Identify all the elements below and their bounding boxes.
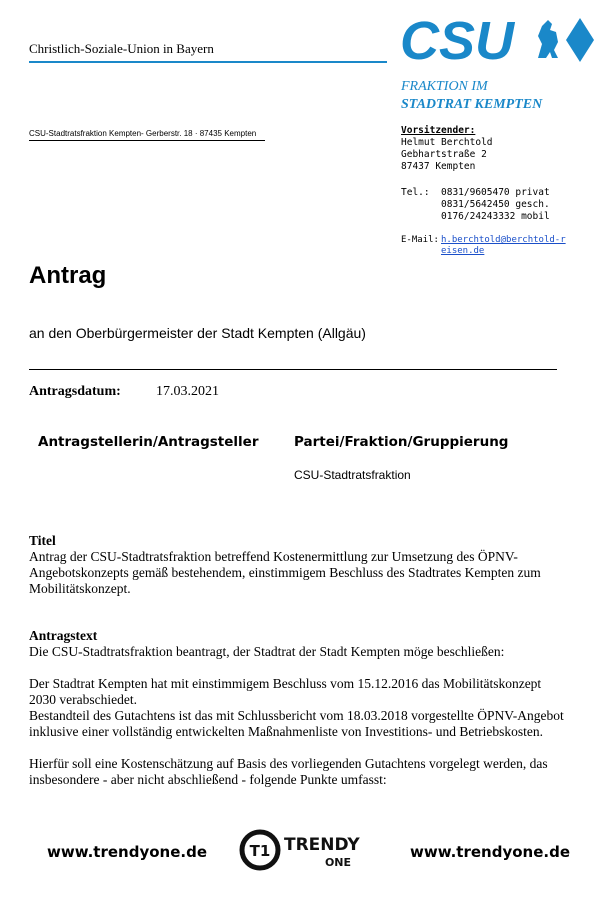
contact-title: Vorsitzender: <box>401 125 476 136</box>
phone-private: 0831/9605470 privat <box>441 187 550 198</box>
fraktion-line-1: FRAKTION IM <box>401 79 488 94</box>
contact-city: 87437 Kempten <box>401 161 476 172</box>
csu-logo <box>400 14 595 66</box>
contact-street: Gebhartstraße 2 <box>401 149 487 160</box>
text-paragraph-2: Bestandteil des Gutachtens ist das mit Schlussbericht vom 18.03.2018 vorgestellte ÖPNV-Angebot inklusive einer vollständig entwickelten Maßnahmenliste von Investitions- und Betriebskosten. <box>29 708 564 739</box>
csu-logo-text: CSU <box>400 14 515 66</box>
title-text: Antrag der CSU-Stadtratsfraktion betreffend Kostenermittlung zur Umsetzung des ÖPNV-Angebotskonzepts gemäß bestehendem, einstimmigem Beschluss des Stadtrates Kempten zum Mobilitätskonzept. <box>29 549 541 596</box>
contact-name: Helmut Berchtold <box>401 137 493 148</box>
phone-business: 0831/5642450 gesch. <box>441 199 550 210</box>
fraktion-line-2: STADTRAT KEMPTEN <box>401 97 543 112</box>
email-label: E-Mail: <box>401 235 439 245</box>
email-link[interactable]: h.berchtold@berchtold-reisen.de <box>441 235 566 256</box>
trendyone-logo <box>238 828 373 872</box>
email-block <box>401 235 566 257</box>
text-paragraph-3: Hierfür soll eine Kostenschätzung auf Basis des vorliegenden Gutachtens vorgelegt werden, das insbesondere - aber nicht abschließend - folgende Punkte umfasst: <box>29 756 548 787</box>
phone-mobile: 0176/24243332 mobil <box>441 211 550 222</box>
date-value: 17.03.2021 <box>156 384 219 399</box>
lion-icon <box>538 20 558 58</box>
contact-block <box>401 125 493 173</box>
footer-url-right[interactable]: www.trendyone.de <box>410 843 571 861</box>
diamond-icon <box>566 18 594 62</box>
phone-block <box>401 187 550 223</box>
phone-label: Tel.: <box>401 187 430 198</box>
document-heading: Antrag <box>29 262 107 289</box>
trendyone-word-1: TRENDY <box>284 835 360 855</box>
date-label: Antragsdatum: <box>29 384 121 399</box>
text-section <box>29 628 569 788</box>
text-label: Antragstext <box>29 628 98 643</box>
footer-url-left[interactable]: www.trendyone.de <box>47 843 208 861</box>
organization-name: Christlich-Soziale-Union in Bayern <box>29 41 214 56</box>
applicant-header: Antragstellerin/Antragsteller <box>38 434 259 450</box>
trendyone-mark: T1 <box>249 842 271 860</box>
header-divider <box>29 61 387 63</box>
trendyone-word-2: ONE <box>324 856 352 869</box>
section-divider <box>29 369 557 370</box>
sender-underline <box>29 140 265 141</box>
party-header: Partei/Fraktion/Gruppierung <box>294 434 509 450</box>
party-value: CSU-Stadtratsfraktion <box>294 468 411 482</box>
fraktion-label <box>401 78 542 114</box>
title-label: Titel <box>29 533 56 548</box>
title-section <box>29 533 569 597</box>
addressee: an den Oberbürgermeister der Stadt Kempten (Allgäu) <box>29 325 366 341</box>
sender-address: CSU-Stadtratsfraktion Kempten- Gerberstr. 18 · 87435 Kempten <box>29 129 257 138</box>
text-intro: Die CSU-Stadtratsfraktion beantragt, der Stadtrat der Stadt Kempten möge beschließen: <box>29 644 505 659</box>
text-paragraph-1: Der Stadtrat Kempten hat mit einstimmigem Beschluss vom 15.12.2016 das Mobilitätskonzept 2030 verabschiedet. <box>29 676 542 707</box>
